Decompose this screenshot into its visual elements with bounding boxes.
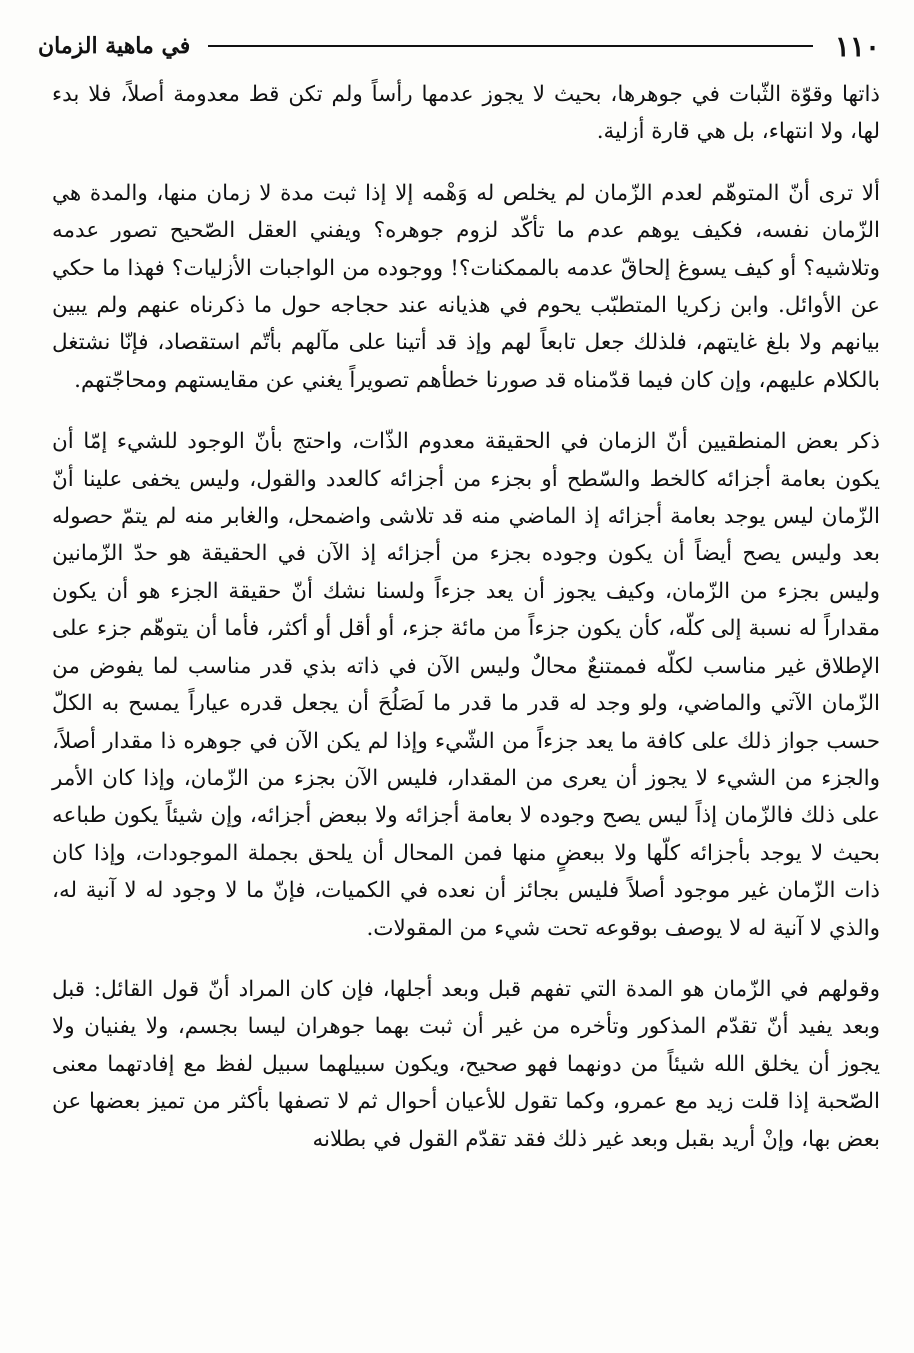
page-number: ١١٠ [834, 29, 880, 63]
page-header [38, 28, 880, 64]
paragraph: ألا ترى أنّ المتوهّم لعدم الزّمان لم يخلص له وَهْمه إلا إذا ثبت مدة لا زمان منها، والمدة هي الزّمان نفسه، فكيف يوهم عدم ما تأكّد لزوم جوهره؟ ويفني العقل الصّحيح تصور عدمه وتلاشيه؟ أو كيف يسوغ إلحاقّ عدمه بالممكنات؟! ووجوده من الواجبات الأزليات؟ فهذا ما حكي عن الأوائل. وابن زكريا المتطبّب يحوم في هذيانه عند حجاجه حول ما ذكرناه عنهم ولم يبين بيانهم ولا بلغ غايتهم، فلذلك جعل تابعاً لهم وإذ قد أتينا على مآلهم بأتّم استقصاد، فإنّا نشتغل بالكلام عليهم، وإن كان فيما قدّمناه قد صورنا خطأهم تصويراً يغني عن مقايستهم ومحاجّتهم. [52, 180, 880, 393]
paragraph: ذكر بعض المنطقيين أنّ الزمان في الحقيقة معدوم الذّات، واحتج بأنّ الوجود للشيء إمّا أن يكون بعامة أجزائه كالخط والسّطح أو بجزء من أجزائه كالعدد والقول، وليس يخفى علينا أنّ الزّمان ليس يوجد بعامة أجزائه إذ الماضي منه قد تلاشى واضمحل، والغابر منه لم يتمّ حصوله بعد وليس يصح أيضاً أن يكون وجوده بجزء من أجزائه إذ الآن في الحقيقة هو حدّ الزّمانين وليس بجزء من الزّمان، وكيف يجوز أن يعد جزءاً ولسنا نشك أنّ حقيقة الجزء هو أن يكون مقداراً له نسبة إلى كلّه، كأن يكون جزءاً من مائة جزء، أو أقل أو أكثر، فأما أن يتوهّم جزء على الإطلاق غير مناسب لكلّه فممتنعٌ محالٌ وليس الآن في ذاته بذي قدر مناسب لما يفوض من الزّمان الآتي والماضي، ولو وجد له قدر ما قدر ما لَصَلُحَ أن يجعل قدره عياراً يمسح به الكلّ حسب جواز ذلك على كافة ما يعد جزءاً من الشّيء وإذا لم يكن الآن في جوهره ذا مقدار أصلاً، والجزء من الشيء لا يجوز أن يعرى من المقدار، فليس الآن بجزء من الزّمان، وإذا كان الأمر على ذلك فالزّمان إذاً ليس يصح وجوده لا بعامة أجزائه ولا ببعض أجزائه، وإن شيئاً يكون طباعه بحيث لا يوجد بأجزائه كلّها ولا ببعضٍ منها فمن المحال أن يلحق بجملة الموجودات، وإذا كان ذات الزّمان غير موجود أصلاً فليس بجائز أن نعده في الكميات، فإنّ ما لا وجود له لا آنية له، والذي لا آنية له لا يوصف بوقوعه تحت شيء من المقولات. [52, 429, 880, 941]
running-title: في ماهية الزمان [38, 33, 191, 59]
page-body [52, 76, 880, 1158]
paragraph: وقولهم في الزّمان هو المدة التي تفهم قبل وبعد أجلها، فإن كان المراد أنّ قول القائل: قبل وبعد يفيد أنّ تقدّم المذكور وتأخره من غير أن ثبت بهما جوهران ليسا بجسم، ولا يفنيان ولا يجوز أن يخلق الله شيئاً من دونهما فهو صحيح، ويكون سبيلهما سبيل لفظ مع إفادتهما معنى الصّحبة إذا قلت زيد مع عمرو، وكما تقول للأعيان أحوال ثم لا تصفها بأكثر من تميز بعضها عن بعض بها، وإنْ أريد بقبل وبعد غير ذلك فقد تقدّم القول في بطلانه [52, 976, 880, 1152]
header-rule [208, 45, 813, 47]
paragraph: ذاتها وقوّة الثّبات في جوهرها، بحيث لا يجوز عدمها رأساً ولم تكن قط معدومة أصلاً، فلا بدء لها، ولا انتهاء، بل هي قارة أزلية. [52, 82, 880, 145]
